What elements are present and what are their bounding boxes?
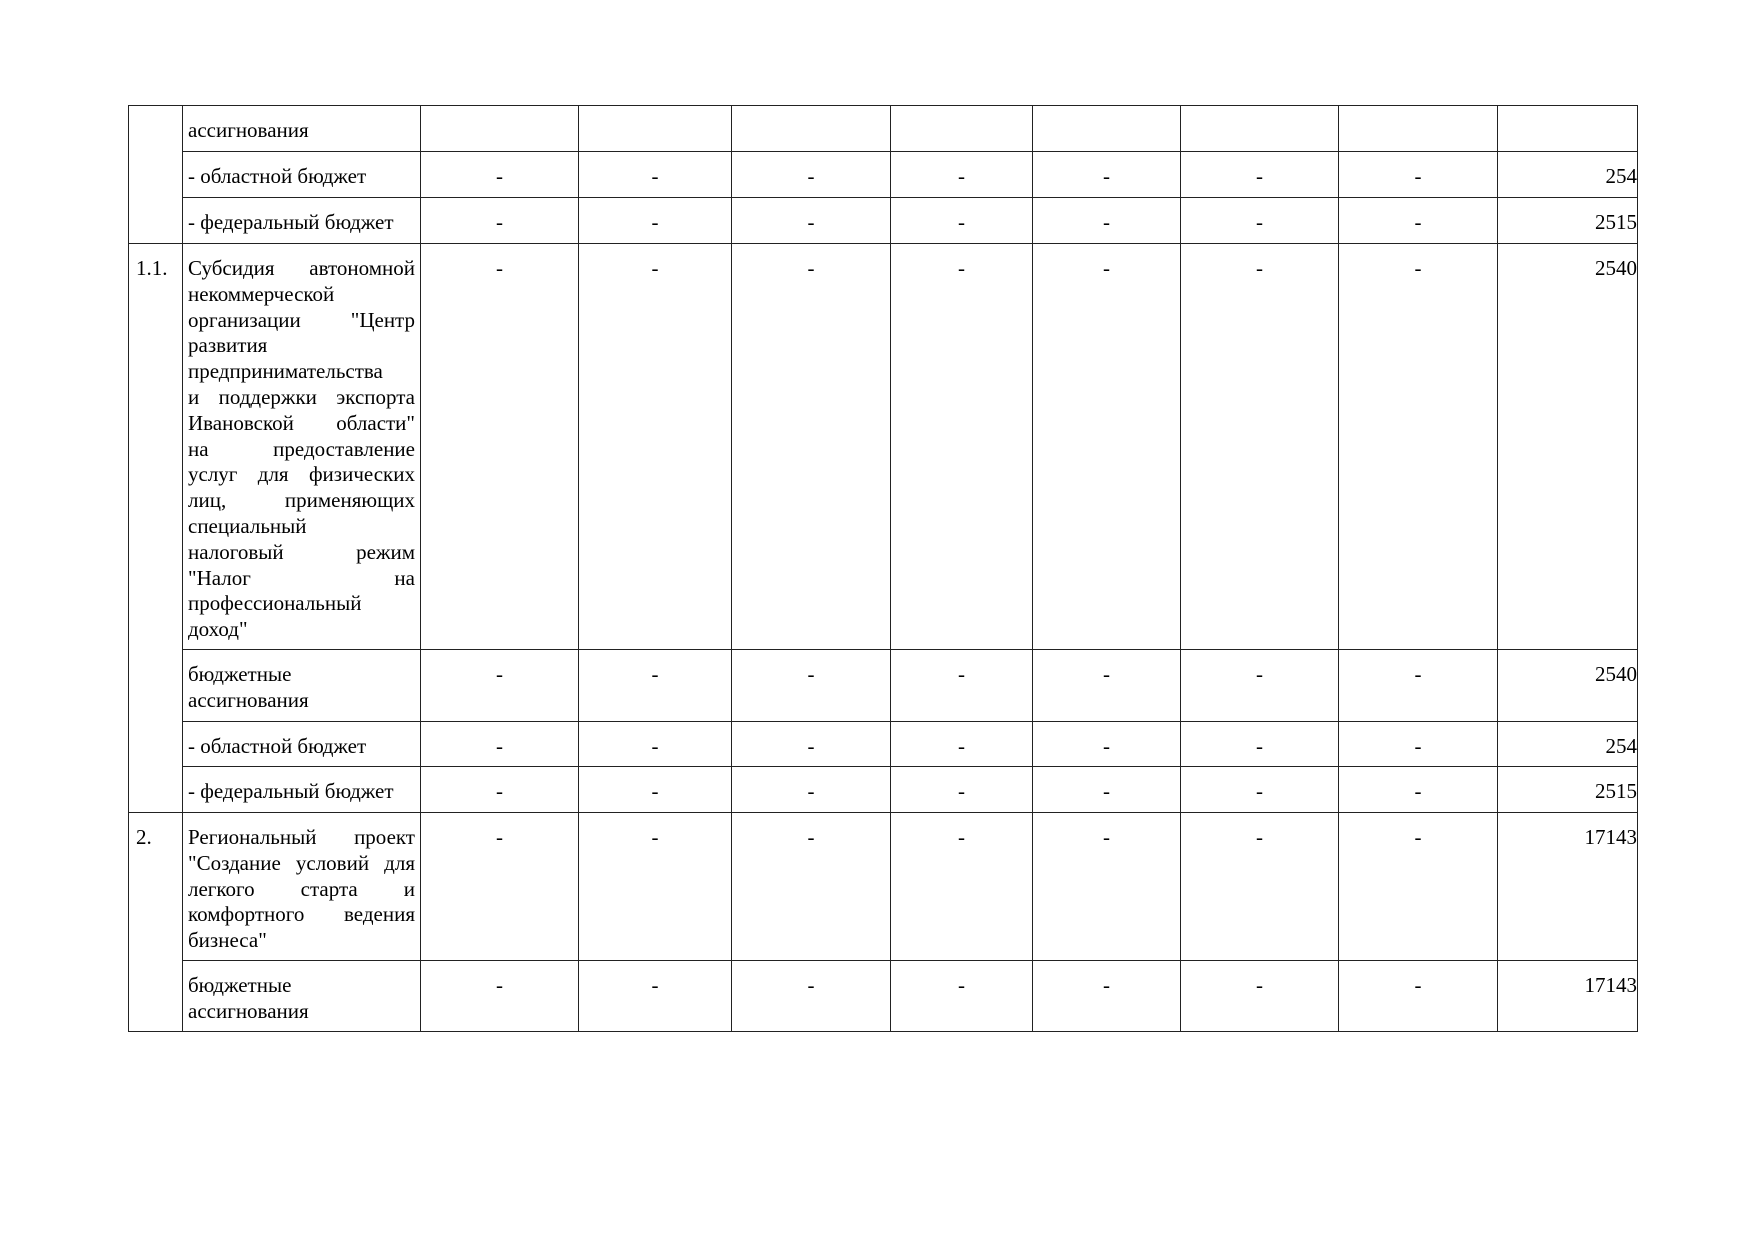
value-cell	[891, 766, 1033, 812]
total-value-cell	[1498, 649, 1638, 721]
value-text: -	[958, 733, 965, 758]
table-row	[129, 106, 1638, 152]
value-cell	[421, 721, 579, 766]
row-name-cell	[183, 244, 421, 650]
row-number	[129, 106, 182, 124]
row-name-cell	[183, 198, 421, 244]
value-text: -	[496, 661, 503, 686]
value-text: -	[807, 972, 815, 997]
value-cell	[579, 766, 732, 812]
value-cell	[421, 198, 579, 244]
value-text: -	[1103, 164, 1110, 188]
name-line: "Создание условий для	[188, 850, 415, 875]
value-cell	[891, 198, 1033, 244]
value-cell	[1339, 960, 1498, 1031]
value-cell	[1181, 812, 1339, 960]
name-line: налоговый режим	[188, 539, 415, 564]
table-row	[129, 244, 1638, 650]
value-cell	[1339, 766, 1498, 812]
value-text: -	[1103, 733, 1110, 758]
total-value-cell	[1498, 960, 1638, 1031]
name-line: Ивановской области"	[188, 410, 415, 435]
name-line: бюджетные	[188, 661, 292, 686]
value-text: -	[807, 661, 815, 686]
name-line: ассигнования	[188, 998, 309, 1023]
name-line: Субсидия автономной	[188, 256, 415, 280]
table-row	[129, 649, 1638, 721]
total-value-cell	[1498, 244, 1638, 650]
value-text: -	[651, 778, 659, 803]
value-text: -	[958, 778, 965, 803]
value-text: -	[1256, 778, 1263, 803]
total-value: 2540	[1595, 256, 1637, 280]
value-text: -	[1414, 733, 1422, 758]
value-cell	[1339, 649, 1498, 721]
value-cell	[421, 960, 579, 1031]
value-text	[579, 106, 731, 124]
value-text: -	[1256, 972, 1263, 997]
value-text: -	[807, 824, 815, 849]
name-line: лиц, применяющих	[188, 488, 415, 513]
value-cell	[1181, 106, 1339, 152]
budget-table	[128, 105, 1638, 1032]
value-cell	[421, 766, 579, 812]
value-text: -	[807, 778, 815, 803]
table-row	[129, 766, 1638, 812]
row-number-cell	[129, 106, 183, 244]
value-cell	[891, 649, 1033, 721]
value-text: -	[958, 824, 965, 849]
row-name: - областной бюджет	[188, 164, 367, 188]
value-cell	[421, 812, 579, 960]
value-cell	[1339, 198, 1498, 244]
name-line: "Налог на	[188, 565, 415, 590]
name-line: развития	[188, 333, 268, 358]
value-cell	[891, 812, 1033, 960]
value-text: -	[958, 972, 965, 997]
row-name-cell	[183, 960, 421, 1031]
value-text	[1181, 106, 1338, 124]
name-line: профессиональный	[188, 591, 362, 616]
value-cell	[732, 244, 891, 650]
total-value: 2540	[1595, 661, 1637, 686]
value-text: -	[1414, 972, 1422, 997]
value-text: -	[651, 824, 659, 849]
value-text: -	[958, 661, 965, 686]
name-line: ассигнования	[188, 687, 309, 712]
name-line: некоммерческой	[188, 281, 335, 306]
total-value: 254	[1605, 164, 1637, 188]
value-cell	[1339, 721, 1498, 766]
value-text: -	[1414, 661, 1422, 686]
value-text: -	[807, 733, 815, 758]
value-text: -	[496, 256, 503, 280]
value-text: -	[807, 256, 815, 280]
row-name: ассигнования	[188, 118, 309, 142]
value-cell	[579, 721, 732, 766]
table-row	[129, 198, 1638, 244]
total-value-cell	[1498, 198, 1638, 244]
value-cell	[732, 106, 891, 152]
value-text: -	[651, 661, 659, 686]
total-value: 254	[1605, 733, 1637, 758]
value-text: -	[1414, 210, 1422, 234]
value-text: -	[1103, 972, 1110, 997]
value-text: -	[1414, 778, 1422, 803]
row-number: 1.1.	[136, 256, 168, 280]
value-cell	[421, 106, 579, 152]
name-line: легкого старта и	[188, 876, 415, 901]
value-cell	[421, 649, 579, 721]
budget-table-body	[129, 106, 1638, 1032]
value-text: -	[1103, 661, 1110, 686]
total-value: 2515	[1595, 210, 1637, 234]
value-cell	[1339, 106, 1498, 152]
value-cell	[579, 812, 732, 960]
name-line: и поддержки экспорта	[188, 384, 415, 409]
value-text	[421, 106, 578, 124]
total-value-cell	[1498, 721, 1638, 766]
value-cell	[732, 766, 891, 812]
name-line: бизнеса"	[188, 928, 267, 953]
value-text: -	[958, 164, 965, 188]
total-value-cell	[1498, 812, 1638, 960]
value-text: -	[651, 164, 659, 188]
value-text: -	[1414, 824, 1422, 849]
value-cell	[579, 649, 732, 721]
value-text	[1033, 106, 1180, 124]
value-cell	[579, 244, 732, 650]
table-row	[129, 812, 1638, 960]
value-cell	[732, 152, 891, 198]
name-line: бюджетные	[188, 972, 292, 997]
row-name	[183, 244, 420, 649]
total-value: 2515	[1595, 778, 1637, 803]
value-text: -	[1414, 164, 1422, 188]
value-text: -	[651, 210, 659, 234]
row-name	[183, 813, 420, 960]
value-text: -	[1256, 164, 1263, 188]
row-number-cell	[129, 244, 183, 813]
value-text	[891, 106, 1032, 124]
name-line: Региональный проект	[188, 824, 415, 849]
value-text: -	[651, 972, 659, 997]
value-cell	[732, 198, 891, 244]
row-name-cell	[183, 106, 421, 152]
total-value-cell	[1498, 152, 1638, 198]
value-cell	[1181, 152, 1339, 198]
value-cell	[1033, 812, 1181, 960]
value-cell	[732, 649, 891, 721]
value-text: -	[1103, 778, 1110, 803]
value-cell	[1033, 960, 1181, 1031]
value-cell	[1033, 198, 1181, 244]
value-text: -	[651, 256, 659, 280]
row-name-cell	[183, 766, 421, 812]
value-text: -	[1414, 256, 1422, 280]
value-cell	[1181, 960, 1339, 1031]
row-name-cell	[183, 812, 421, 960]
value-cell	[1033, 649, 1181, 721]
value-cell	[1033, 152, 1181, 198]
total-value-cell	[1498, 106, 1638, 152]
row-name-cell	[183, 721, 421, 766]
value-cell	[1339, 244, 1498, 650]
value-cell	[891, 960, 1033, 1031]
value-text: -	[1103, 256, 1110, 280]
row-name	[183, 650, 420, 720]
value-text: -	[958, 210, 965, 234]
value-cell	[579, 152, 732, 198]
value-cell	[1181, 766, 1339, 812]
total-value: 17143	[1584, 824, 1637, 849]
table-row	[129, 960, 1638, 1031]
value-text: -	[496, 210, 503, 234]
value-cell	[891, 152, 1033, 198]
value-cell	[891, 106, 1033, 152]
table-row	[129, 152, 1638, 198]
value-text: -	[496, 733, 503, 758]
row-number-cell	[129, 812, 183, 1031]
value-text: -	[1256, 824, 1263, 849]
value-cell	[579, 106, 732, 152]
value-cell	[732, 960, 891, 1031]
value-cell	[579, 960, 732, 1031]
value-cell	[732, 812, 891, 960]
value-text	[1339, 106, 1497, 124]
value-cell	[1181, 649, 1339, 721]
row-name-cell	[183, 152, 421, 198]
value-cell	[1033, 244, 1181, 650]
name-line: предпринимательства	[188, 359, 383, 384]
value-cell	[1033, 766, 1181, 812]
value-text: -	[496, 824, 503, 849]
value-cell	[1181, 198, 1339, 244]
name-line: организации "Центр	[188, 307, 415, 332]
value-text: -	[958, 256, 965, 280]
value-cell	[1181, 721, 1339, 766]
value-cell	[421, 244, 579, 650]
name-line: услуг для физических	[188, 462, 415, 487]
row-name: - областной бюджет	[188, 733, 367, 758]
value-text: -	[1256, 661, 1263, 686]
name-line: специальный	[188, 513, 307, 538]
value-text: -	[496, 972, 503, 997]
value-text: -	[1256, 210, 1263, 234]
name-line: доход"	[188, 617, 248, 642]
value-text: -	[807, 164, 815, 188]
value-cell	[732, 721, 891, 766]
value-cell	[891, 244, 1033, 650]
value-cell	[891, 721, 1033, 766]
value-cell	[579, 198, 732, 244]
value-text: -	[496, 778, 503, 803]
value-text: -	[807, 210, 815, 234]
row-name: - федеральный бюджет	[188, 778, 394, 803]
row-name	[183, 961, 420, 1031]
value-text: -	[1256, 256, 1263, 280]
row-number: 2.	[136, 824, 152, 849]
value-cell	[1181, 244, 1339, 650]
total-value: 17143	[1584, 972, 1637, 997]
name-line: комфортного ведения	[188, 902, 415, 927]
row-name: - федеральный бюджет	[188, 210, 394, 234]
value-text: -	[651, 733, 659, 758]
row-name-cell	[183, 649, 421, 721]
value-cell	[1033, 721, 1181, 766]
value-cell	[1339, 152, 1498, 198]
value-text: -	[1256, 733, 1263, 758]
value-cell	[1339, 812, 1498, 960]
table-row	[129, 721, 1638, 766]
value-text: -	[496, 164, 503, 188]
value-cell	[1033, 106, 1181, 152]
total-value	[1498, 106, 1637, 124]
value-text: -	[1103, 210, 1110, 234]
value-text	[732, 106, 890, 124]
value-text: -	[1103, 824, 1110, 849]
total-value-cell	[1498, 766, 1638, 812]
value-cell	[421, 152, 579, 198]
name-line: на предоставление	[188, 436, 415, 461]
